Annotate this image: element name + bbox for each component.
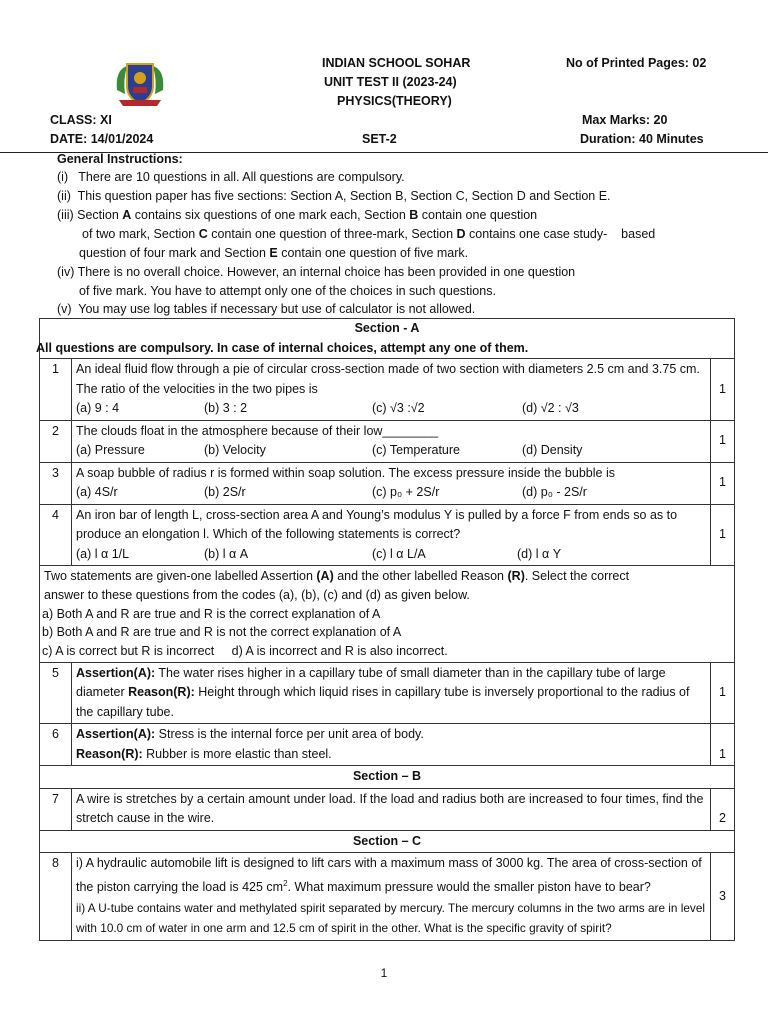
questions-table	[36, 318, 735, 941]
question-number: 2	[40, 420, 72, 462]
question-marks: 1	[710, 504, 734, 566]
question-text: A wire is stretches by a certain amount under load. If the load and radius both are increased to four times, find the stretch cause in the wire.	[72, 788, 711, 830]
section-a-header	[40, 319, 735, 359]
question-row	[40, 504, 735, 566]
instruction-iii-line1: (iii) Section A contains six questions of one mark each, Section B contain one question	[57, 208, 538, 222]
question-number: 7	[40, 788, 72, 830]
duration: Duration: 40 Minutes	[580, 132, 704, 146]
question-row	[40, 724, 735, 766]
option-a: (a) 9 : 4	[76, 401, 120, 415]
question-body	[72, 662, 711, 724]
question-text: A soap bubble of radius r is formed within soap solution. The excess pressure inside the bubble is	[76, 465, 615, 480]
reason-text: Rubber is more elastic than steel.	[142, 746, 332, 761]
ar-code-a: a) Both A and R are true and R is the correct explanation of A	[42, 606, 381, 621]
option-b: (b) l α A	[204, 546, 249, 561]
option-a: (a) Pressure	[76, 443, 145, 457]
question-number: 3	[40, 462, 72, 504]
class-label: CLASS: XI	[50, 113, 112, 127]
option-d: (d) √2 : √3	[522, 401, 579, 415]
question-options	[76, 483, 706, 503]
reason-label: Reason(R):	[76, 746, 143, 761]
question-row	[40, 853, 735, 940]
assertion-label: Assertion(A):	[76, 727, 156, 742]
question-body	[72, 504, 711, 566]
question-number: 6	[40, 724, 72, 766]
option-a: (a) l α 1/L	[76, 546, 130, 561]
option-c: (c) p₀ + 2S/r	[372, 485, 440, 499]
option-a: (a) 4S/r	[76, 485, 118, 499]
question-marks: 3	[710, 853, 734, 940]
question-number: 1	[40, 359, 72, 421]
school-logo	[113, 60, 167, 108]
question-body	[72, 724, 711, 766]
option-c: (c) Temperature	[372, 443, 460, 457]
question-body	[72, 420, 711, 462]
instruction-ii: (ii) This question paper has five sections: Section A, Section B, Section C, Section D and Section E.	[57, 189, 611, 203]
question-marks: 1	[710, 420, 734, 462]
question-marks: 1	[710, 359, 734, 421]
question-number: 5	[40, 662, 72, 724]
question-number: 8	[40, 853, 72, 940]
ar-code-b: b) Both A and R are true and R is not the correct explanation of A	[42, 625, 402, 640]
question-row	[40, 420, 735, 462]
instruction-i: (i) There are 10 questions in all. All questions are compulsory.	[57, 170, 405, 184]
question-body	[72, 853, 711, 940]
question-part-i: i) A hydraulic automobile lift is designed to lift cars with a maximum mass of 3000 kg. The area of cross-section of the piston carrying the load is 425 $cm^2$. What maximum pressure would the smaller piston have to bear?	[76, 856, 702, 895]
school-name: INDIAN SCHOOL SOHAR	[322, 56, 471, 70]
ar-intro-line2: answer to these questions from the codes (a), (b), (c) and (d) as given below.	[44, 587, 470, 602]
option-b: (b) Velocity	[204, 443, 266, 457]
assertion-reason-intro	[40, 566, 735, 663]
instruction-iii-line3: question of four mark and Section E contain one question of five mark.	[79, 246, 469, 260]
option-c: (c) √3 :√2	[372, 401, 425, 415]
question-number: 4	[40, 504, 72, 566]
option-d: (d) p₀ - 2S/r	[522, 485, 587, 499]
question-row	[40, 662, 735, 724]
option-d: (d) Density	[522, 443, 583, 457]
instruction-iv-line1: (iv) There is no overall choice. However, an internal choice has been provided in one question	[57, 265, 576, 279]
test-name: UNIT TEST II (2023-24)	[324, 75, 457, 89]
section-c-header	[40, 830, 735, 853]
reason-label: Reason(R):	[128, 685, 195, 700]
question-row	[40, 359, 735, 421]
section-a-title: Section - A	[354, 321, 420, 335]
section-a-note: All questions are compulsory. In case of internal choices, attempt any one of them.	[36, 340, 529, 355]
subject-name: PHYSICS(THEORY)	[337, 94, 452, 108]
instructions-title: General Instructions:	[57, 152, 183, 166]
assertion-text: Stress is the internal force per unit area of body.	[155, 727, 424, 742]
date-label: DATE: 14/01/2024	[50, 132, 154, 146]
reason-text: Height through which liquid rises in capillary tube is inversely proportional to the radius of the capillary tube.	[76, 685, 690, 719]
question-text: An iron bar of length L, cross-section area A and Young’s modulus Y is pulled by a force F from ends so as to produce an elongation l. Which of the following statements is correct?	[76, 507, 678, 541]
question-options	[76, 441, 706, 461]
assertion-text: The water rises higher in a capillary tube of small diameter than in the capillary tube of large diameter	[76, 665, 666, 700]
instruction-iii-line2: of two mark, Section C contain one question of three-mark, Section D contains one case study- based	[82, 227, 656, 241]
instruction-iv-line2: of five mark. You have to attempt only one of the choices in such questions.	[79, 284, 496, 298]
printed-pages: No of Printed Pages: 02	[566, 56, 707, 70]
question-options	[76, 545, 706, 565]
question-body	[72, 462, 711, 504]
option-b: (b) 3 : 2	[204, 401, 248, 415]
question-row	[40, 462, 735, 504]
question-part-ii: ii) A U-tube contains water and methylated spirit separated by mercury. The mercury columns in the two arms are in level with 10.0 cm of water in one arm and 12.5 cm of spirit in the other. What is the specific gravity of spirit?	[76, 900, 706, 936]
ar-code-cd: c) A is correct but R is incorrect d) A is incorrect and R is also incorrect.	[42, 644, 448, 659]
ar-intro-line1: Two statements are given-one labelled Assertion (A) and the other labelled Reason (R). Select the correct	[44, 569, 630, 583]
assertion-label: Assertion(A):	[76, 665, 156, 680]
instruction-v: (v) You may use log tables if necessary but use of calculator is not allowed.	[57, 302, 476, 316]
section-b-header	[40, 766, 735, 789]
question-marks: 1	[710, 724, 734, 766]
question-marks: 1	[710, 462, 734, 504]
page-number: 1	[380, 966, 388, 980]
option-d: (d) l α Y	[517, 546, 562, 561]
set-label: SET-2	[362, 132, 397, 146]
option-c: (c) l α L/A	[372, 546, 426, 561]
option-b: (b) 2S/r	[204, 485, 246, 499]
question-body	[72, 359, 711, 421]
question-options	[76, 399, 706, 419]
section-c-title: Section – C	[40, 830, 735, 853]
question-text: The clouds float in the atmosphere because of their low________	[76, 423, 439, 438]
question-row	[40, 788, 735, 830]
question-marks: 1	[710, 662, 734, 724]
question-marks: 2	[710, 788, 734, 830]
max-marks: Max Marks: 20	[582, 113, 668, 127]
question-text: An ideal fluid flow through a pie of circular cross-section made of two section with diameters 2.5 cm and 3.75 cm. The ratio of the velocities in the two pipes is	[76, 362, 700, 396]
section-b-title: Section – B	[40, 766, 735, 789]
